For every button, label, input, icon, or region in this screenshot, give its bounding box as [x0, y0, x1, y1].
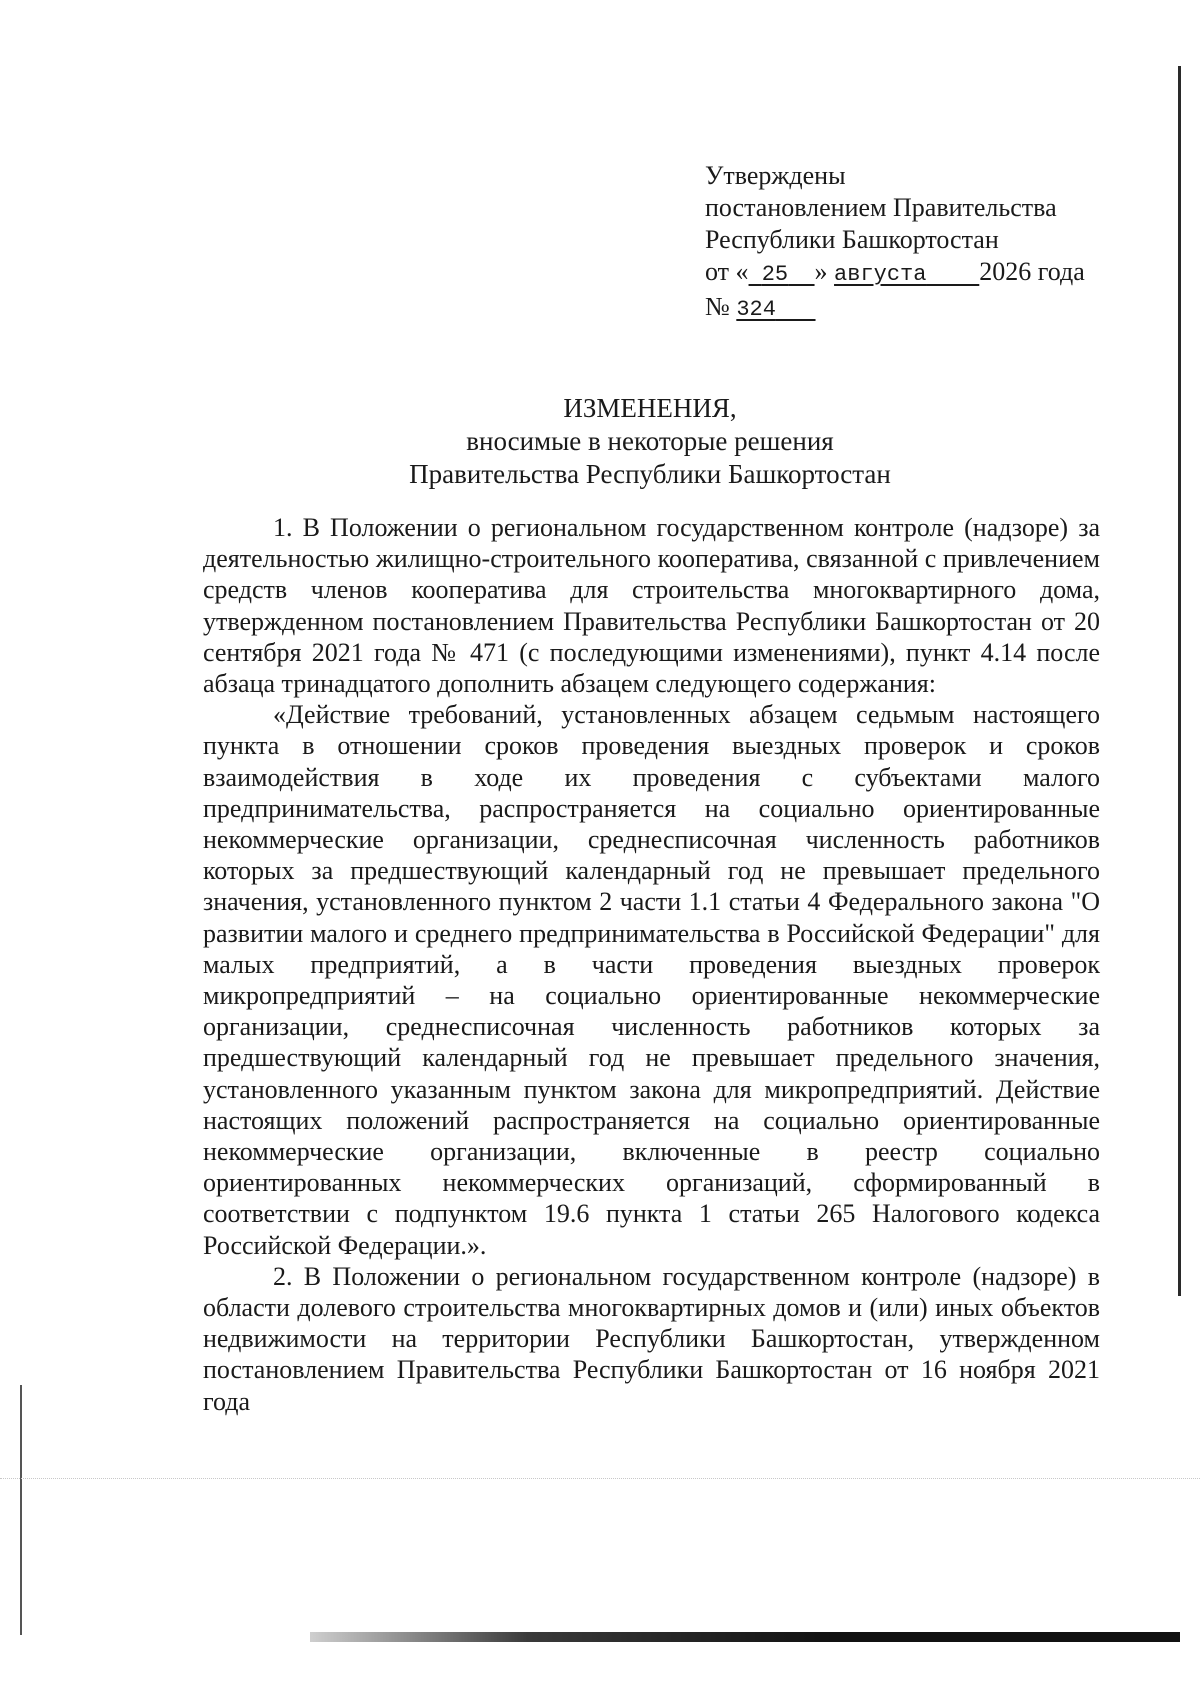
document-title: [200, 392, 1100, 491]
document-body: [203, 512, 1100, 1417]
approval-date-day: 25: [761, 262, 789, 287]
title-subtitle-1: вносимые в некоторые решения: [466, 426, 834, 456]
approval-date-mid: »: [814, 257, 828, 286]
scan-edge-left: [20, 1385, 22, 1635]
title-subtitle-2: Правительства Республики Башкортостан: [409, 459, 891, 489]
scan-artifact-line: [0, 1478, 1200, 1480]
approval-number-prefix: №: [705, 292, 730, 321]
approval-date-month: августа: [834, 262, 927, 287]
approval-date-year: 2026 года: [979, 257, 1085, 286]
approval-number-line: [705, 291, 1125, 326]
paragraph-3: 2. В Положении о региональном государственном контроле (надзоре) в области долевого строительства многоквартирных домов и (или) иных объектов недвижимости на территории Республики Башкортостан, утвержденном постановлением Правительства Республики Башкортостан от 16 ноября 2021 года: [203, 1261, 1100, 1416]
approval-line-2: постановлением Правительства: [705, 193, 1057, 222]
approval-stamp: [705, 160, 1125, 326]
paragraph-1: 1. В Положении о региональном государственном контроле (надзоре) за деятельностью жилищно-строительного кооператива, связанной с привлечением средств членов кооператива для строительства многоквартирного дома, утвержденном постановлением Правительства Республики Башкортостан от 20 сентября 2021 года № 471 (с последующими изменениями), пункт 4.14 после абзаца тринадцатого дополнить абзацем следующего содержания:: [203, 513, 1100, 699]
scan-bottom-bar: [310, 1632, 1180, 1642]
paragraph-2: «Действие требований, установленных абзацем седьмым настоящего пункта в отношении сроков проведения выездных проверок и сроков взаимодействия в ходе их проведения с субъектами малого предпринимательства, распространяется на социально ориентированные некоммерческие организации, среднесписочная численность работников которых за предшествующий календарный год не превышает предельного значения, установленного пунктом 2 части 1.1 статьи 4 Федерального закона "О развитии малого и среднего предпринимательства в Российской Федерации" для малых предприятий, а в части проведения выездных проверок микропредприятий – на социально ориентированные некоммерческие организации, среднесписочная численность работников которых за предшествующий календарный год не превышает предельного значения, установленного указанным пунктом закона для микропредприятий. Действие настоящих положений распространяется на социально ориентированные некоммерческие организации, включенные в реестр социально ориентированных некоммерческих организаций, сформированный в соответствии с подпунктом 19.6 пункта 1 статьи 265 Налогового кодекса Российской Федерации.».: [203, 700, 1100, 1260]
approval-line-3: Республики Башкортостан: [705, 225, 999, 254]
approval-line-1: Утверждены: [705, 161, 846, 190]
approval-number-value: 324: [736, 297, 776, 322]
approval-date-prefix: от «: [705, 257, 749, 286]
approval-date-line: [705, 256, 1125, 291]
scan-edge-right: [1178, 66, 1181, 1296]
title-heading: ИЗМЕНЕНИЯ,: [563, 393, 737, 423]
